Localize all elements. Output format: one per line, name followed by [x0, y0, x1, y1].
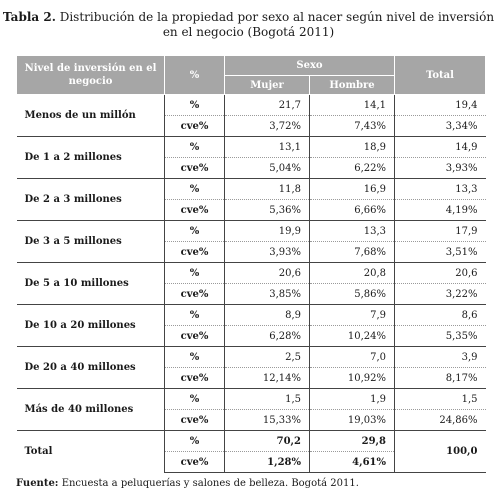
- cve-label: cve%: [165, 200, 225, 221]
- data-table: [16, 55, 486, 473]
- table-row: [17, 347, 486, 368]
- table-body: [17, 95, 486, 473]
- hombre-cve: 6,22%: [310, 158, 395, 179]
- total-row-label: Total: [17, 431, 165, 473]
- hombre-cve: 19,03%: [310, 410, 395, 431]
- hombre-cve: 5,86%: [310, 284, 395, 305]
- source-text: Encuesta a peluquerías y salones de belleza. Bogotá 2011.: [61, 478, 359, 489]
- total-cve: 3,93%: [395, 158, 486, 179]
- hombre-value: 1,9: [310, 389, 395, 410]
- cve-label: cve%: [165, 242, 225, 263]
- hombre-cve: 7,68%: [310, 242, 395, 263]
- header-mujer: Mujer: [225, 76, 310, 95]
- row-label: De 5 a 10 millones: [17, 263, 165, 305]
- total-value: 17,9: [395, 221, 486, 242]
- hombre-value: 13,3: [310, 221, 395, 242]
- row-label: De 1 a 2 millones: [17, 137, 165, 179]
- hombre-cve: 6,66%: [310, 200, 395, 221]
- cve-label: cve%: [165, 452, 225, 473]
- mujer-value: 20,6: [225, 263, 310, 284]
- header-total: Total: [395, 56, 486, 95]
- hombre-cve: 7,43%: [310, 116, 395, 137]
- row-label: De 2 a 3 millones: [17, 179, 165, 221]
- table-row: [17, 221, 486, 242]
- mujer-cve: 5,04%: [225, 158, 310, 179]
- mujer-value: 2,5: [225, 347, 310, 368]
- total-value: 20,6: [395, 263, 486, 284]
- hombre-cve: 10,24%: [310, 326, 395, 347]
- total-cve: 3,51%: [395, 242, 486, 263]
- total-value: 14,9: [395, 137, 486, 158]
- mujer-value: 1,5: [225, 389, 310, 410]
- table-row: [17, 305, 486, 326]
- total-cve: 3,22%: [395, 284, 486, 305]
- table-caption: [0, 10, 497, 40]
- mujer-value: 11,8: [225, 179, 310, 200]
- row-label: De 10 a 20 millones: [17, 305, 165, 347]
- total-cve: 8,17%: [395, 368, 486, 389]
- header-pct: %: [165, 56, 225, 95]
- mujer-value: 21,7: [225, 95, 310, 116]
- header-sexo: Sexo: [225, 56, 395, 76]
- cve-label: cve%: [165, 284, 225, 305]
- total-value: 3,9: [395, 347, 486, 368]
- cve-label: cve%: [165, 368, 225, 389]
- hombre-value: 14,1: [310, 95, 395, 116]
- hombre-cve: 10,92%: [310, 368, 395, 389]
- hombre-value: 7,9: [310, 305, 395, 326]
- caption-label: Tabla 2.: [2, 10, 56, 24]
- pct-label: %: [165, 221, 225, 242]
- pct-label: %: [165, 431, 225, 452]
- row-label: De 3 a 5 millones: [17, 221, 165, 263]
- mujer-value: 70,2: [225, 431, 310, 452]
- table-row: [17, 95, 486, 116]
- pct-label: %: [165, 179, 225, 200]
- mujer-value: 13,1: [225, 137, 310, 158]
- hombre-value: 18,9: [310, 137, 395, 158]
- source-label: Fuente:: [16, 478, 59, 489]
- mujer-cve: 5,36%: [225, 200, 310, 221]
- pct-label: %: [165, 263, 225, 284]
- row-label: Más de 40 millones: [17, 389, 165, 431]
- table-row: [17, 263, 486, 284]
- total-row: [17, 431, 486, 452]
- total-value: 13,3: [395, 179, 486, 200]
- mujer-cve: 3,72%: [225, 116, 310, 137]
- source-note: [16, 478, 359, 489]
- mujer-cve: 1,28%: [225, 452, 310, 473]
- hombre-cve: 4,61%: [310, 452, 395, 473]
- mujer-cve: 3,93%: [225, 242, 310, 263]
- pct-label: %: [165, 137, 225, 158]
- total-value: 100,0: [395, 431, 486, 473]
- total-value: 8,6: [395, 305, 486, 326]
- row-label: De 20 a 40 millones: [17, 347, 165, 389]
- total-cve: 3,34%: [395, 116, 486, 137]
- total-cve: 24,86%: [395, 410, 486, 431]
- mujer-cve: 12,14%: [225, 368, 310, 389]
- row-label: Menos de un millón: [17, 95, 165, 137]
- hombre-value: 16,9: [310, 179, 395, 200]
- pct-label: %: [165, 347, 225, 368]
- table-row: [17, 137, 486, 158]
- mujer-cve: 3,85%: [225, 284, 310, 305]
- total-cve: 4,19%: [395, 200, 486, 221]
- header-level: Nivel de inversión en el negocio: [17, 56, 165, 95]
- total-value: 19,4: [395, 95, 486, 116]
- cve-label: cve%: [165, 116, 225, 137]
- mujer-cve: 6,28%: [225, 326, 310, 347]
- pct-label: %: [165, 95, 225, 116]
- hombre-value: 20,8: [310, 263, 395, 284]
- mujer-cve: 15,33%: [225, 410, 310, 431]
- total-value: 1,5: [395, 389, 486, 410]
- total-cve: 5,35%: [395, 326, 486, 347]
- caption-text: Distribución de la propiedad por sexo al nacer según nivel de inversión en el negocio (Bogotá 2011): [59, 10, 495, 39]
- table-row: [17, 179, 486, 200]
- cve-label: cve%: [165, 326, 225, 347]
- header-hombre: Hombre: [310, 76, 395, 95]
- mujer-value: 8,9: [225, 305, 310, 326]
- mujer-value: 19,9: [225, 221, 310, 242]
- cve-label: cve%: [165, 158, 225, 179]
- pct-label: %: [165, 389, 225, 410]
- hombre-value: 7,0: [310, 347, 395, 368]
- hombre-value: 29,8: [310, 431, 395, 452]
- pct-label: %: [165, 305, 225, 326]
- table-row: [17, 389, 486, 410]
- cve-label: cve%: [165, 410, 225, 431]
